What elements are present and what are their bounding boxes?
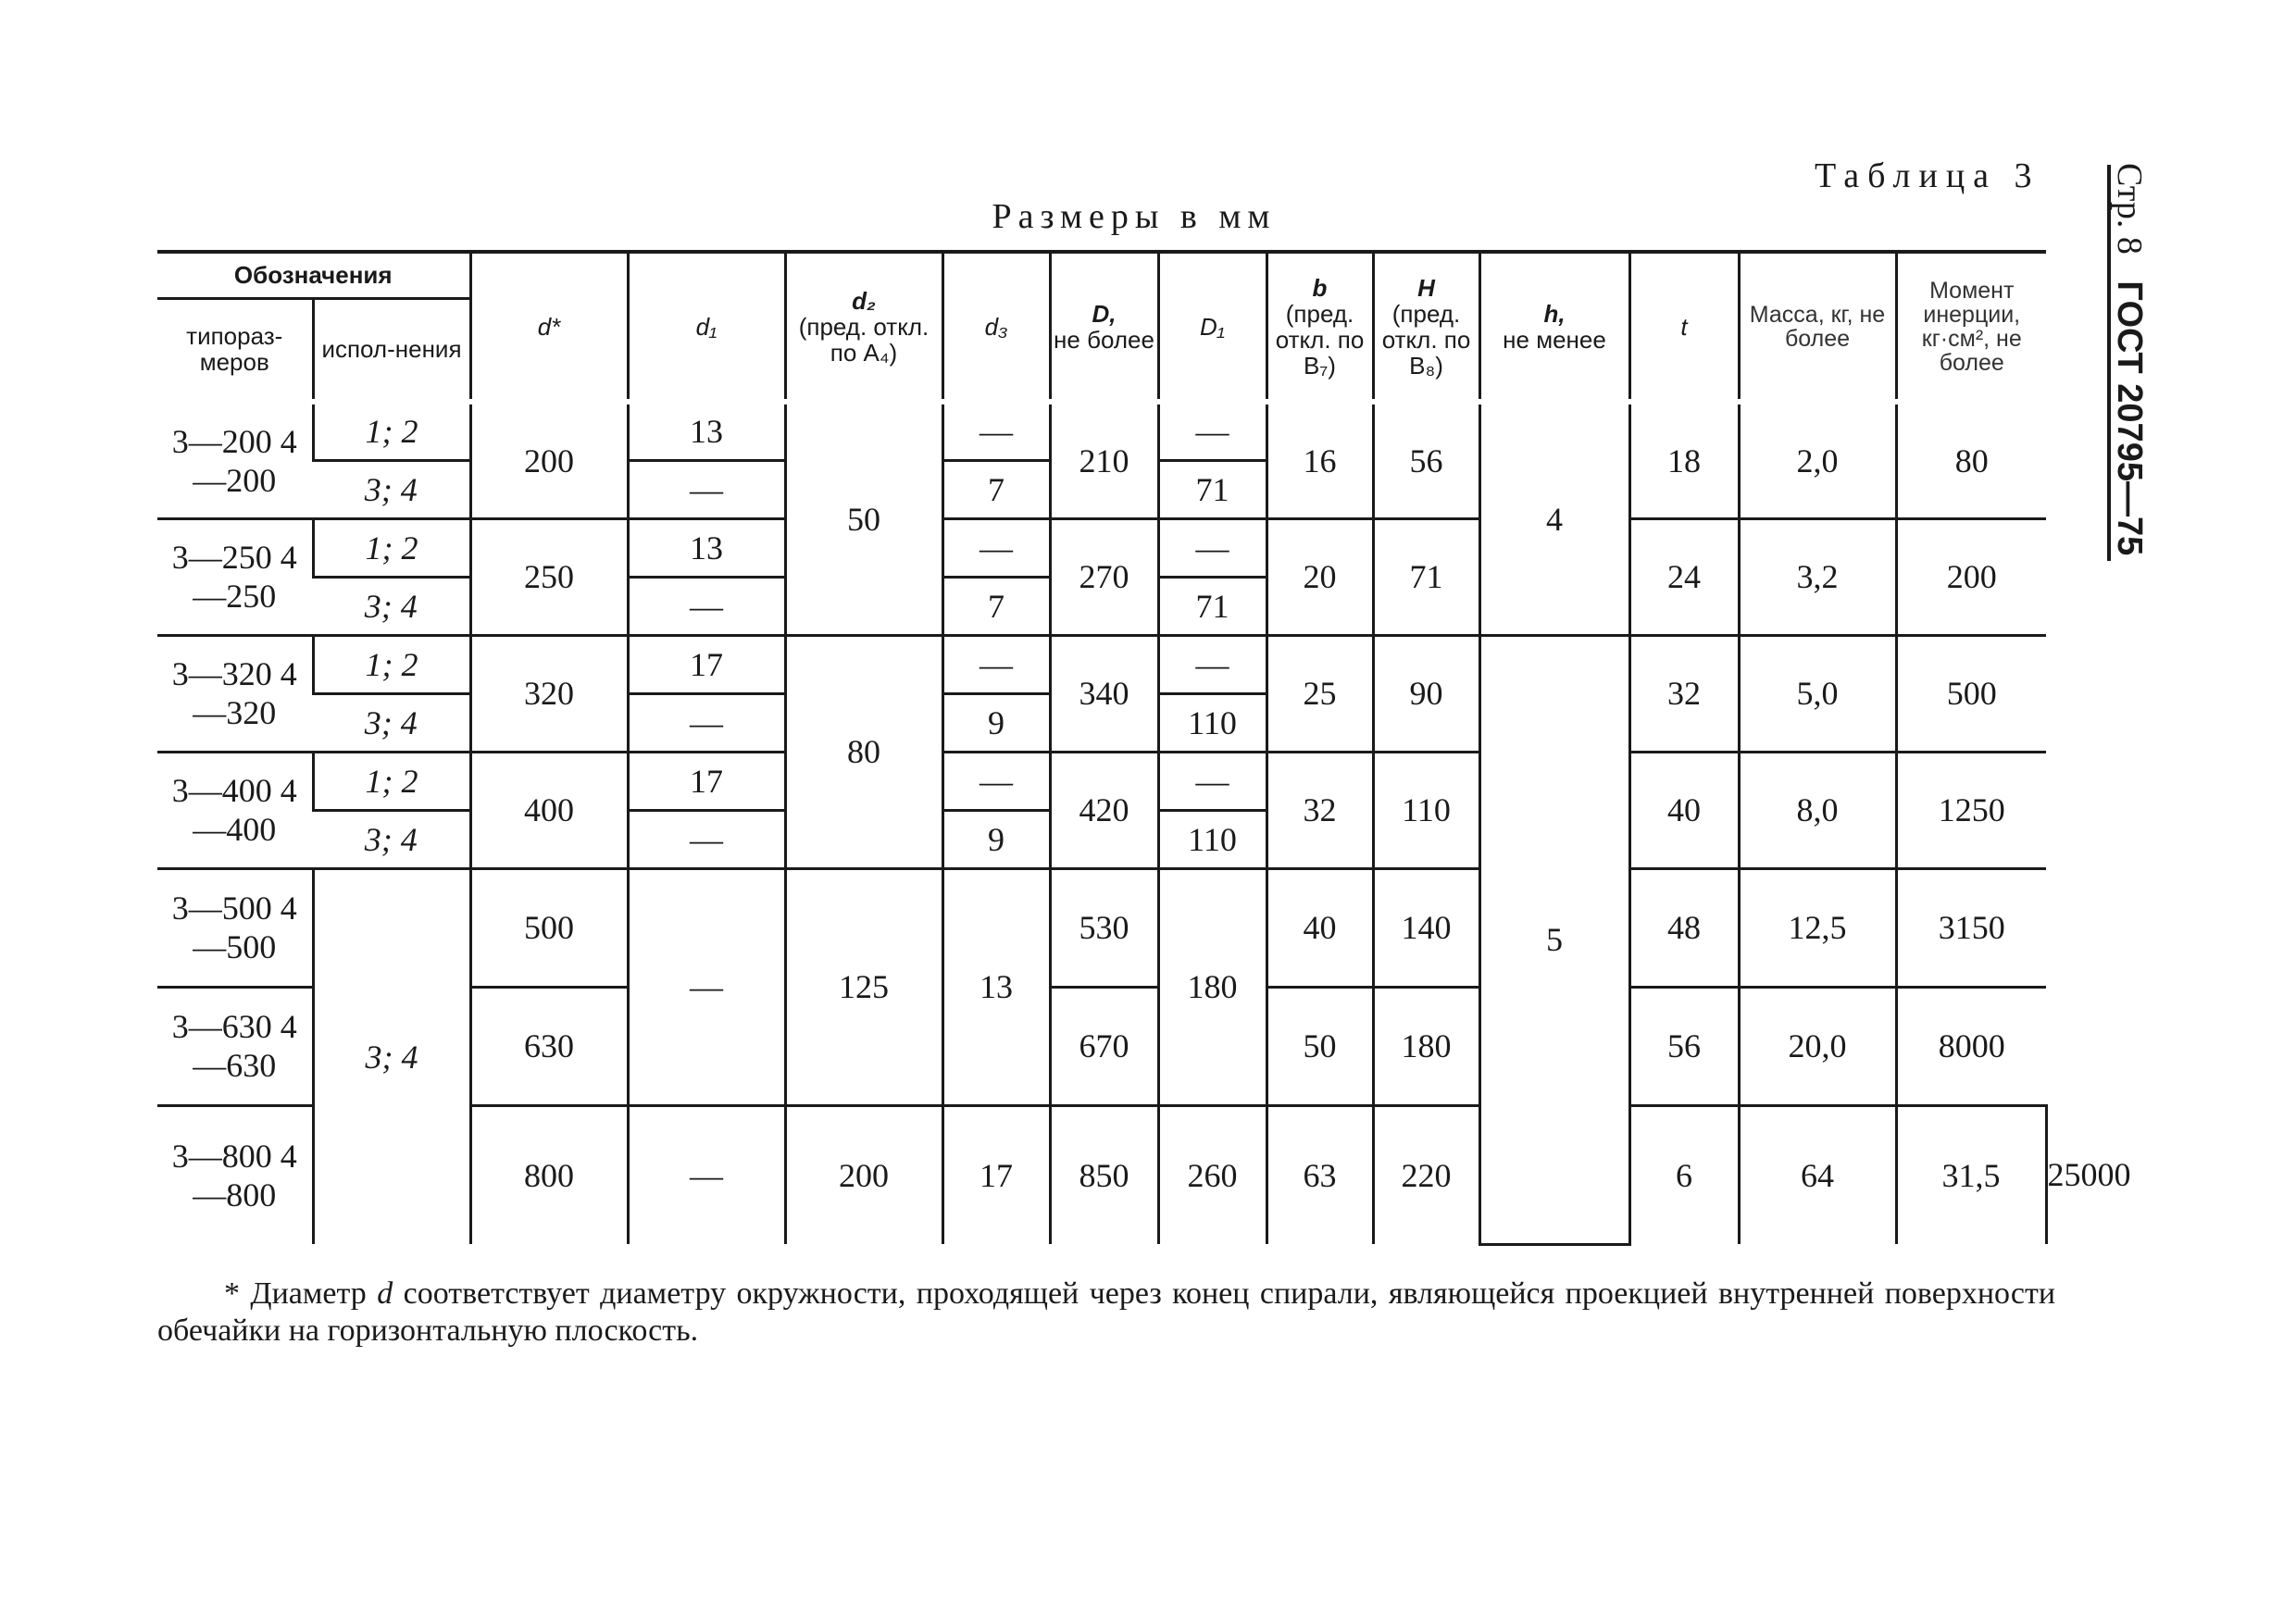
page-number: Стр. 8 <box>2110 163 2149 255</box>
cell-tiprazmer: 3—400 4—400 <box>157 752 313 868</box>
table-row <box>157 402 2131 460</box>
cell-H: 180 <box>1373 987 1479 1105</box>
cell-t: 48 <box>1629 868 1739 987</box>
header-b: b (пред. откл. по B₇) <box>1267 252 1373 402</box>
cell-tiprazmer: 3—500 4—500 <box>157 868 313 987</box>
cell-massa: 12,5 <box>1739 868 1896 987</box>
cell-ispolnenie: 3; 4 <box>313 868 470 1244</box>
cell-d3: 7 <box>942 460 1050 518</box>
header-D1: D₁ <box>1158 252 1267 402</box>
cell-d1: 13 <box>628 518 785 577</box>
header-t: t <box>1629 252 1739 402</box>
cell-H: 56 <box>1373 402 1479 518</box>
cell-t: 40 <box>1629 752 1739 868</box>
footnote-text: соответствует диаметру окружности, проходящей через конец спирали, являющейся проекцией внутренней поверхности обечайки на горизонтальную плоскость. <box>157 1276 2056 1348</box>
cell-D1: 71 <box>1158 577 1267 635</box>
cell-t: 32 <box>1629 635 1739 752</box>
table-row <box>157 752 2131 810</box>
cell-b: 63 <box>1267 1105 1373 1244</box>
header-D: D, не более <box>1050 252 1158 402</box>
cell-moment: 8000 <box>1896 987 2046 1105</box>
cell-H: 220 <box>1373 1105 1479 1244</box>
cell-ispolnenie: 1; 2 <box>313 518 470 577</box>
cell-d2: 200 <box>785 1105 942 1244</box>
cell-d: 320 <box>470 635 628 752</box>
cell-d: 200 <box>470 402 628 518</box>
cell-d3: — <box>942 518 1050 577</box>
cell-D: 850 <box>1050 1105 1158 1244</box>
cell-massa: 20,0 <box>1739 987 1896 1105</box>
cell-massa: 2,0 <box>1739 402 1896 518</box>
cell-D1: — <box>1158 402 1267 460</box>
header-massa: Масса, кг, не более <box>1739 252 1896 402</box>
cell-ispolnenie: 3; 4 <box>313 693 470 752</box>
cell-ispolnenie: 3; 4 <box>313 460 470 518</box>
cell-h: 4 <box>1479 402 1629 635</box>
cell-t: 56 <box>1629 987 1739 1105</box>
cell-d1: — <box>628 577 785 635</box>
cell-D1: 110 <box>1158 810 1267 868</box>
cell-b: 16 <box>1267 402 1373 518</box>
cell-ispolnenie: 3; 4 <box>313 810 470 868</box>
cell-t: 18 <box>1629 402 1739 518</box>
cell-D1: 180 <box>1158 868 1267 1105</box>
table-label: Таблица 3 <box>1815 156 2040 195</box>
cell-ispolnenie: 3; 4 <box>313 577 470 635</box>
cell-d2: 80 <box>785 635 942 868</box>
cell-d3: 13 <box>942 868 1050 1105</box>
cell-massa: 8,0 <box>1739 752 1896 868</box>
cell-d1: — <box>628 693 785 752</box>
units-label: Размеры в мм <box>992 197 1277 236</box>
header-d: d* <box>470 252 628 402</box>
cell-moment: 80 <box>1896 402 2046 518</box>
header-d1: d₁ <box>628 252 785 402</box>
cell-moment: 1250 <box>1896 752 2046 868</box>
cell-d1: 17 <box>628 635 785 693</box>
cell-tiprazmer: 3—250 4—250 <box>157 518 313 635</box>
cell-d: 250 <box>470 518 628 635</box>
footnote-star: * Диаметр <box>224 1276 367 1311</box>
header-ispolneniya: испол-нения <box>313 298 470 402</box>
header-oboznacheniya: Обозначения <box>157 252 470 298</box>
footnote-symbol: d <box>377 1276 393 1311</box>
cell-D: 270 <box>1050 518 1158 635</box>
cell-d: 630 <box>470 987 628 1105</box>
cell-tiprazmer: 3—630 4—630 <box>157 987 313 1105</box>
cell-D1: — <box>1158 635 1267 693</box>
cell-d: 800 <box>470 1105 628 1244</box>
header-tiporazmerov: типораз-меров <box>157 298 313 402</box>
cell-moment: 3150 <box>1896 868 2046 987</box>
cell-d1: — <box>628 810 785 868</box>
cell-d: 500 <box>470 868 628 987</box>
table-row <box>157 868 2131 987</box>
cell-D: 420 <box>1050 752 1158 868</box>
cell-d1: 13 <box>628 402 785 460</box>
cell-t: 64 <box>1739 1105 1896 1244</box>
cell-D: 340 <box>1050 635 1158 752</box>
cell-D1: 110 <box>1158 693 1267 752</box>
cell-D: 210 <box>1050 402 1158 518</box>
cell-massa: 31,5 <box>1896 1105 2046 1244</box>
cell-D1: — <box>1158 752 1267 810</box>
cell-d3: — <box>942 635 1050 693</box>
cell-D1: 260 <box>1158 1105 1267 1244</box>
cell-h: 6 <box>1629 1105 1739 1244</box>
cell-b: 20 <box>1267 518 1373 635</box>
cell-d3: 7 <box>942 577 1050 635</box>
cell-d3: 17 <box>942 1105 1050 1244</box>
cell-D: 670 <box>1050 987 1158 1105</box>
cell-d1: — <box>628 460 785 518</box>
cell-D1: — <box>1158 518 1267 577</box>
cell-moment: 25000 <box>2046 1105 2131 1244</box>
cell-d1: — <box>628 868 785 1105</box>
cell-b: 32 <box>1267 752 1373 868</box>
cell-tiprazmer: 3—200 4—200 <box>157 402 313 518</box>
header-d2: d₂ (пред. откл. по A₄) <box>785 252 942 402</box>
cell-b: 40 <box>1267 868 1373 987</box>
cell-H: 140 <box>1373 868 1479 987</box>
cell-ispolnenie: 1; 2 <box>313 635 470 693</box>
cell-d3: — <box>942 752 1050 810</box>
table-row <box>157 635 2131 693</box>
cell-tiprazmer: 3—320 4—320 <box>157 635 313 752</box>
cell-moment: 200 <box>1896 518 2046 635</box>
cell-tiprazmer: 3—800 4—800 <box>171 1137 297 1214</box>
cell-massa: 5,0 <box>1739 635 1896 752</box>
cell-d: 400 <box>470 752 628 868</box>
cell-ispolnenie: 1; 2 <box>313 752 470 810</box>
cell-D: 530 <box>1050 868 1158 987</box>
cell-ispolnenie: 1; 2 <box>313 402 470 460</box>
header-h: h, не менее <box>1479 252 1629 402</box>
cell-b: 25 <box>1267 635 1373 752</box>
cell-t: 24 <box>1629 518 1739 635</box>
cell-d3: — <box>942 402 1050 460</box>
cell-d2: 50 <box>785 402 942 635</box>
cell-h: 5 <box>1479 635 1629 1244</box>
cell-H: 110 <box>1373 752 1479 868</box>
cell-d3: 9 <box>942 810 1050 868</box>
footnote <box>157 1276 2055 1350</box>
dimensions-table <box>157 250 2131 1246</box>
table-row <box>157 518 2131 577</box>
cell-H: 71 <box>1373 518 1479 635</box>
standard-number: ГОСТ 20795—75 <box>2110 280 2149 556</box>
cell-b: 50 <box>1267 987 1373 1105</box>
cell-H: 90 <box>1373 635 1479 752</box>
cell-d3: 9 <box>942 693 1050 752</box>
cell-d1: — <box>628 1105 785 1244</box>
cell-d2: 125 <box>785 868 942 1105</box>
header-moment: Момент инерции, кг·см², не более <box>1896 252 2046 402</box>
header-d3: d₃ <box>942 252 1050 402</box>
cell-moment: 500 <box>1896 635 2046 752</box>
cell-massa: 3,2 <box>1739 518 1896 635</box>
header-H: H (пред. откл. по B₈) <box>1373 252 1479 402</box>
cell-d1: 17 <box>628 752 785 810</box>
cell-D1: 71 <box>1158 460 1267 518</box>
